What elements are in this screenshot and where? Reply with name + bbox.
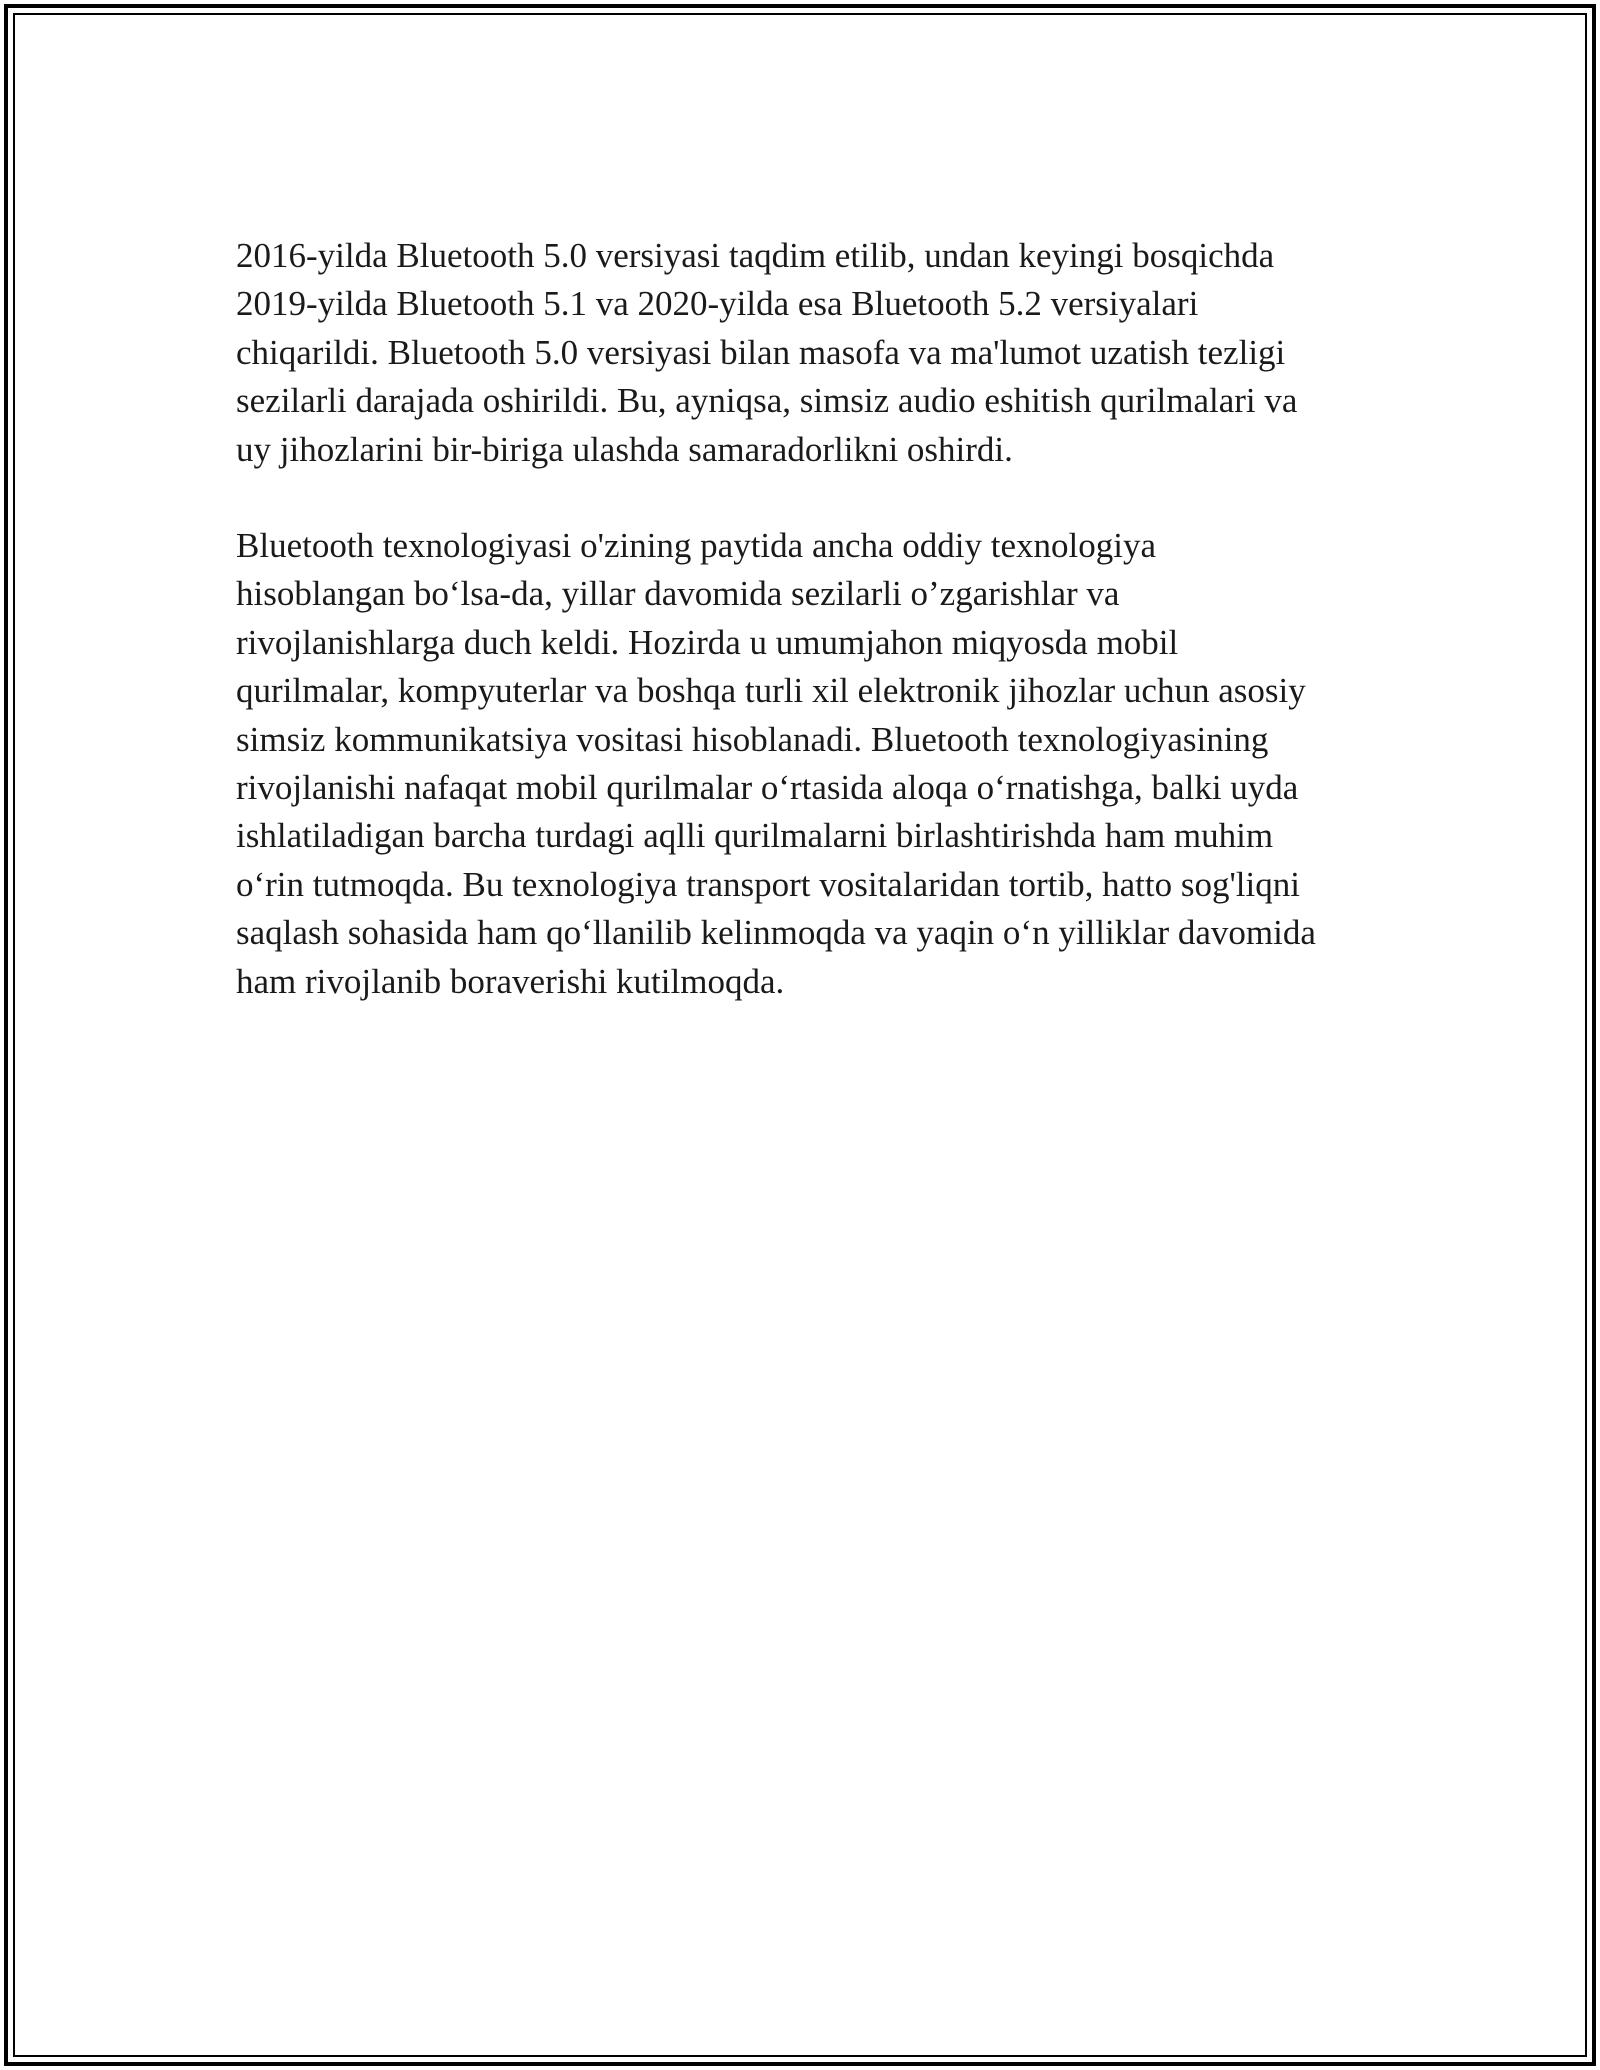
document-body	[236, 232, 1376, 1054]
paragraph-bluetooth-versions: 2016-yilda Bluetooth 5.0 versiyasi taqdim etilib, undan keyingi bosqichda 2019-yilda Bluetooth 5.1 va 2020-yilda esa Bluetooth 5.2 versiyalari chiqarildi. Bluetooth 5.0 versiyasi bilan masofa va ma'lumot uzatish tezligi sezilarli darajada oshirildi. Bu, ayniqsa, simsiz audio eshitish qurilmalari va uy jihozlarini bir-biriga ulashda samaradorlikni oshirdi.	[236, 236, 1298, 469]
paragraph-bluetooth-evolution: Bluetooth texnologiyasi o'zining paytida ancha oddiy texnologiya hisoblangan bo‘lsa-da, yillar davomida sezilarli o’zgarishlar va rivojlanishlarga duch keldi. Hozirda u umumjahon miqyosda mobil qurilmalar, kompyuterlar va boshqa turli xil elektronik jihozlar uchun asosiy simsiz kommunikatsiya vositasi hisoblanadi. Bluetooth texnologiyasining rivojlanishi nafaqat mobil qurilmalar o‘rtasida aloqa o‘rnatishga, balki uyda ishlatiladigan barcha turdagi aqlli qurilmalarni birlashtirishda ham muhim o‘rin tutmoqda. Bu texnologiya transport vositalaridan tortib, hatto sog'liqni saqlash sohasida ham qo‘llanilib kelinmoqda va yaqin o‘n yilliklar davomida ham rivojlanib boraverishi kutilmoqda.	[236, 526, 1316, 1001]
